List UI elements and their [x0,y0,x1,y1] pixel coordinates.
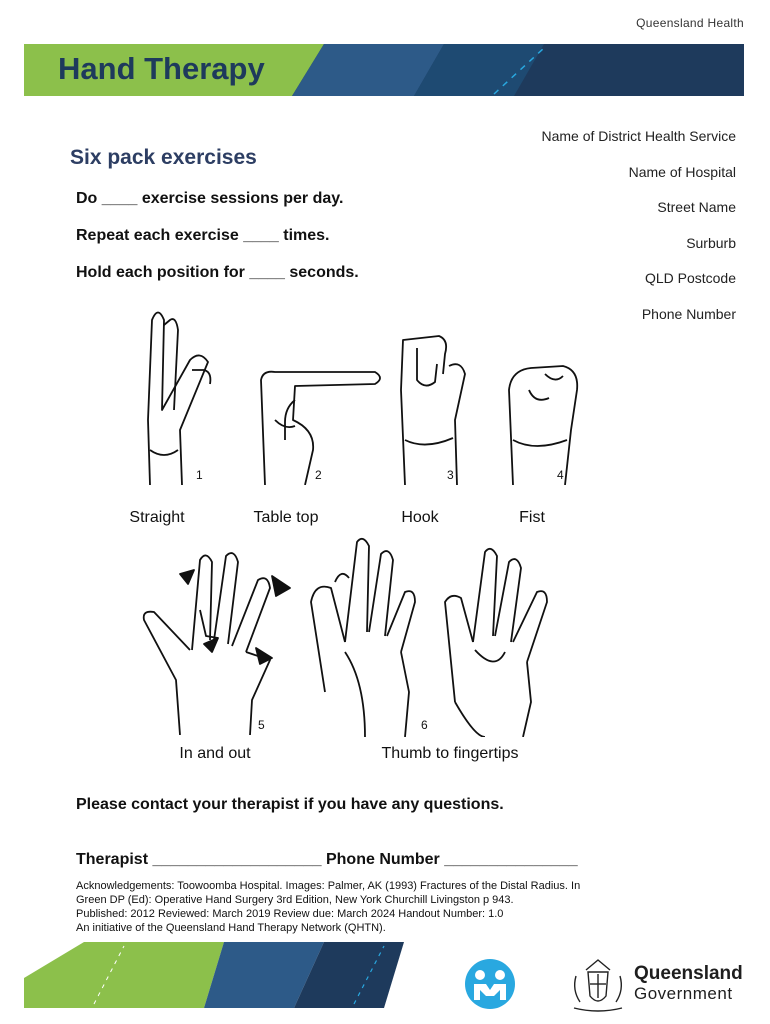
street-field: Street Name [657,199,736,216]
thumb-to-fingertips-illustration [305,532,565,737]
phone-field: Phone Number [641,305,736,322]
instruction-repeat: Repeat each exercise ____ times. [76,227,330,244]
caption-straight: Straight [129,509,185,526]
gov-line2: Government [634,984,733,1003]
postcode-field: QLD Postcode [644,270,736,287]
instruction-sessions: Do ____ exercise sessions per day. [76,190,344,207]
figure-number: 1 [196,468,203,482]
figure-number: 4 [557,468,564,482]
ack-line: Published: 2012 Reviewed: March 2019 Review due: March 2024 Handout Number: 1.0 [76,908,504,920]
figure-number: 5 [258,718,265,732]
figure-number: 3 [447,468,454,482]
address-block [541,126,736,340]
caption-table-top: Table top [253,509,319,526]
therapist-phone-line: Therapist ___________________ Phone Number _______________ [76,851,578,868]
figure-number: 2 [315,468,322,482]
hook-hand-illustration [395,330,475,485]
ack-line: Acknowledgements: Toowoomba Hospital. Images: Palmer, AK (1993) Fractures of the Distal Radius. In [76,880,581,892]
page-title: Hand Therapy [58,51,265,86]
acknowledgements [76,879,716,935]
district-field: Name of District Health Service [541,128,736,144]
caption-thumb-to-fingertips: Thumb to fingertips [381,745,519,762]
instruction-hold: Hold each position for ____ seconds. [76,264,359,281]
caption-in-and-out: In and out [179,745,251,762]
fist-hand-illustration [505,360,585,485]
section-title: Six pack exercises [70,146,257,169]
straight-hand-illustration [130,300,230,485]
org-name: Queensland Health [636,16,744,30]
qhtn-logo-icon [462,958,518,1015]
contact-note: Please contact your therapist if you have any questions. [76,796,504,813]
caption-fist: Fist [519,509,545,526]
hospital-field: Name of Hospital [628,163,736,180]
figure-number: 6 [421,718,428,732]
in-and-out-hand-illustration [140,540,300,735]
gov-line1: Queensland [634,963,743,984]
ack-line: An initiative of the Queensland Hand Therapy Network (QHTN). [76,922,386,934]
footer-banner [24,938,404,1008]
ack-line: Green DP (Ed): Operative Hand Surgery 3rd Edition, New York Churchill Livingston p 943. [76,894,514,906]
table-top-hand-illustration [255,360,385,485]
queensland-crest-icon [568,956,628,1019]
suburb-field: Surburb [686,234,736,251]
caption-hook: Hook [401,509,439,526]
queensland-government-logo [634,964,743,1004]
